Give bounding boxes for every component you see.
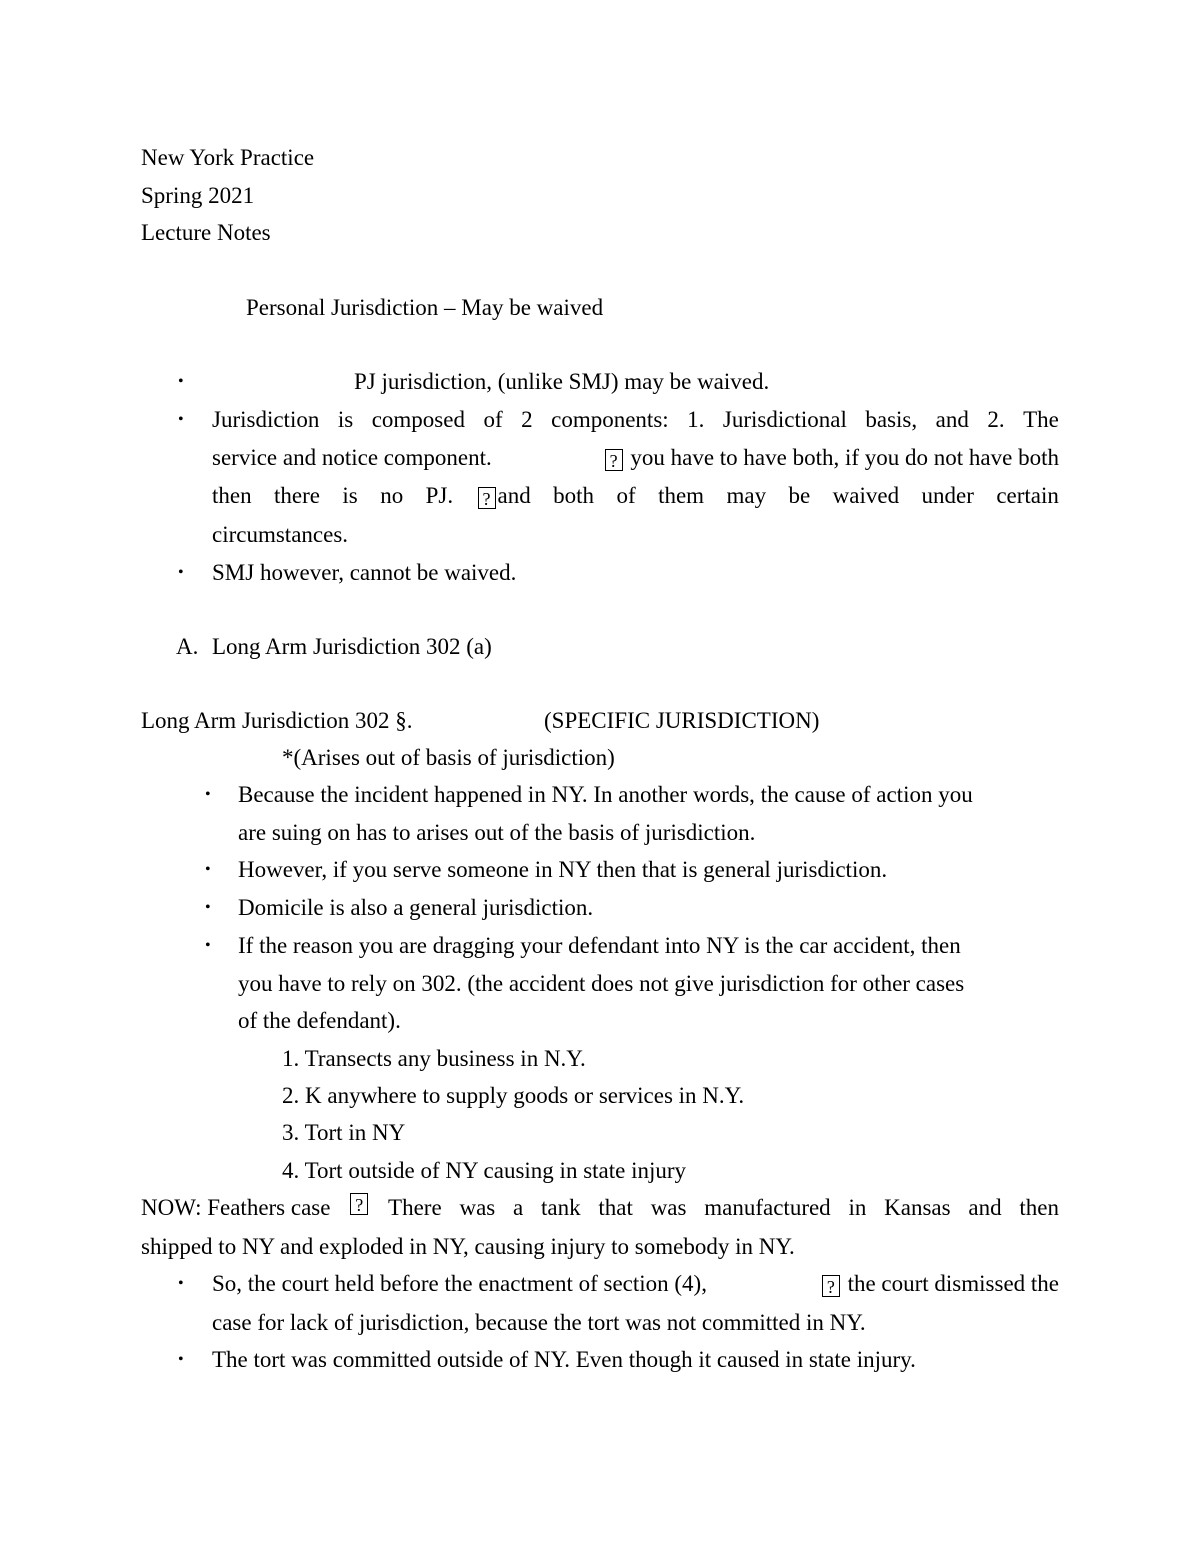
section-note: *(Arises out of basis of jurisdiction)	[282, 745, 615, 770]
word: a	[513, 1195, 524, 1220]
bullet-icon: •	[205, 937, 211, 954]
word: components:	[551, 407, 669, 432]
outline-marker: A.	[176, 634, 199, 659]
text-fragment	[820, 1269, 1059, 1299]
bullet-icon: •	[205, 861, 211, 878]
bullet-icon: •	[178, 373, 184, 390]
text-fragment: So, the court held before the enactment of section (4),	[212, 1271, 707, 1296]
outline-item: Long Arm Jurisdiction 302 (a)	[212, 634, 492, 659]
word	[476, 481, 531, 511]
word: them	[658, 483, 705, 508]
word: of	[616, 483, 636, 508]
word: in	[848, 1195, 867, 1220]
word: both	[553, 483, 595, 508]
unknown-glyph-icon: ?	[478, 487, 496, 509]
text-fragment: you have to have both, if you do not have both	[630, 445, 1059, 470]
list-item: 4. Tort outside of NY causing in state injury	[282, 1158, 687, 1183]
section-title: Long Arm Jurisdiction 302 §.	[141, 708, 413, 733]
bullet-text: SMJ however, cannot be waived.	[212, 560, 517, 585]
text-fragment: service and notice component.	[212, 445, 492, 470]
bullet-text: you have to rely on 302. (the accident does not give jurisdiction for other cases	[238, 971, 965, 996]
bullet-text: The tort was committed outside of NY. Even though it caused in state injury.	[212, 1347, 916, 1372]
list-item: 1. Transects any business in N.Y.	[282, 1046, 586, 1071]
word: composed	[371, 407, 465, 432]
bullet-text: However, if you serve someone in NY then that is general jurisdiction.	[238, 857, 888, 882]
bullet-text: If the reason you are dragging your defendant into NY is the car accident, then	[238, 933, 961, 958]
bullet-text: of the defendant).	[238, 1008, 401, 1033]
bullet-text-line	[212, 443, 1059, 473]
word: there	[274, 483, 320, 508]
list-item: 2. K anywhere to supply goods or services in N.Y.	[282, 1083, 745, 1108]
word: The	[1023, 407, 1059, 432]
word: and	[935, 407, 969, 432]
word: Jurisdictional	[722, 407, 847, 432]
bullet-text: Domicile is also a general jurisdiction.	[238, 895, 594, 920]
word: Jurisdiction	[212, 407, 320, 432]
text-fragment	[603, 443, 1059, 473]
paragraph-line: shipped to NY and exploded in NY, causing injury to somebody in NY.	[141, 1234, 795, 1259]
text-fragment: the court dismissed the	[847, 1271, 1059, 1296]
unknown-glyph-icon: ?	[605, 449, 623, 471]
word: There	[388, 1195, 442, 1220]
paragraph-justified	[141, 1193, 1059, 1223]
word: be	[788, 483, 811, 508]
bullet-text-line	[212, 1269, 1059, 1299]
bullet-text: Because the incident happened in NY. In another words, the cause of action you	[238, 782, 973, 807]
word: no	[380, 483, 404, 508]
word: under	[921, 483, 974, 508]
section-heading: Personal Jurisdiction – May be waived	[246, 295, 604, 320]
word: was	[459, 1195, 496, 1220]
bullet-icon: •	[178, 564, 184, 581]
word: certain	[996, 483, 1059, 508]
word: PJ.	[425, 483, 454, 508]
word: manufactured	[704, 1195, 831, 1220]
bullet-icon: •	[178, 1275, 184, 1292]
word: basis,	[865, 407, 918, 432]
unknown-glyph-icon: ?	[822, 1275, 840, 1297]
list-item: 3. Tort in NY	[282, 1120, 406, 1145]
word: waived	[832, 483, 900, 508]
word: 2	[521, 407, 533, 432]
text-fragment: NOW: Feathers case	[141, 1195, 331, 1220]
word: Kansas	[884, 1195, 951, 1220]
word: that	[598, 1195, 633, 1220]
bullet-icon: •	[178, 411, 184, 428]
word: and	[968, 1195, 1002, 1220]
bullet-text-justified	[212, 481, 1059, 511]
section-subtitle: (SPECIFIC JURISDICTION)	[544, 708, 820, 733]
unknown-glyph-icon: ?	[350, 1193, 368, 1215]
bullet-text-justified	[212, 405, 1059, 435]
word-text: and	[497, 483, 531, 508]
word: tank	[541, 1195, 581, 1220]
word: of	[483, 407, 503, 432]
course-title: New York Practice	[141, 145, 315, 170]
bullet-text: are suing on has to arises out of the basis of jurisdiction.	[238, 820, 756, 845]
doc-type: Lecture Notes	[141, 220, 271, 245]
word: may	[726, 483, 767, 508]
bullet-icon: •	[205, 786, 211, 803]
word: then	[1019, 1195, 1059, 1220]
word: 2.	[987, 407, 1005, 432]
term: Spring 2021	[141, 183, 255, 208]
word: was	[650, 1195, 687, 1220]
bullet-text: PJ jurisdiction, (unlike SMJ) may be waived.	[354, 369, 770, 394]
word: is	[337, 407, 354, 432]
word: is	[342, 483, 358, 508]
bullet-icon: •	[178, 1351, 184, 1368]
bullet-text: circumstances.	[212, 522, 349, 547]
bullet-text: case for lack of jurisdiction, because the tort was not committed in NY.	[212, 1310, 866, 1335]
word: then	[212, 483, 252, 508]
word: 1.	[687, 407, 705, 432]
bullet-icon: •	[205, 899, 211, 916]
